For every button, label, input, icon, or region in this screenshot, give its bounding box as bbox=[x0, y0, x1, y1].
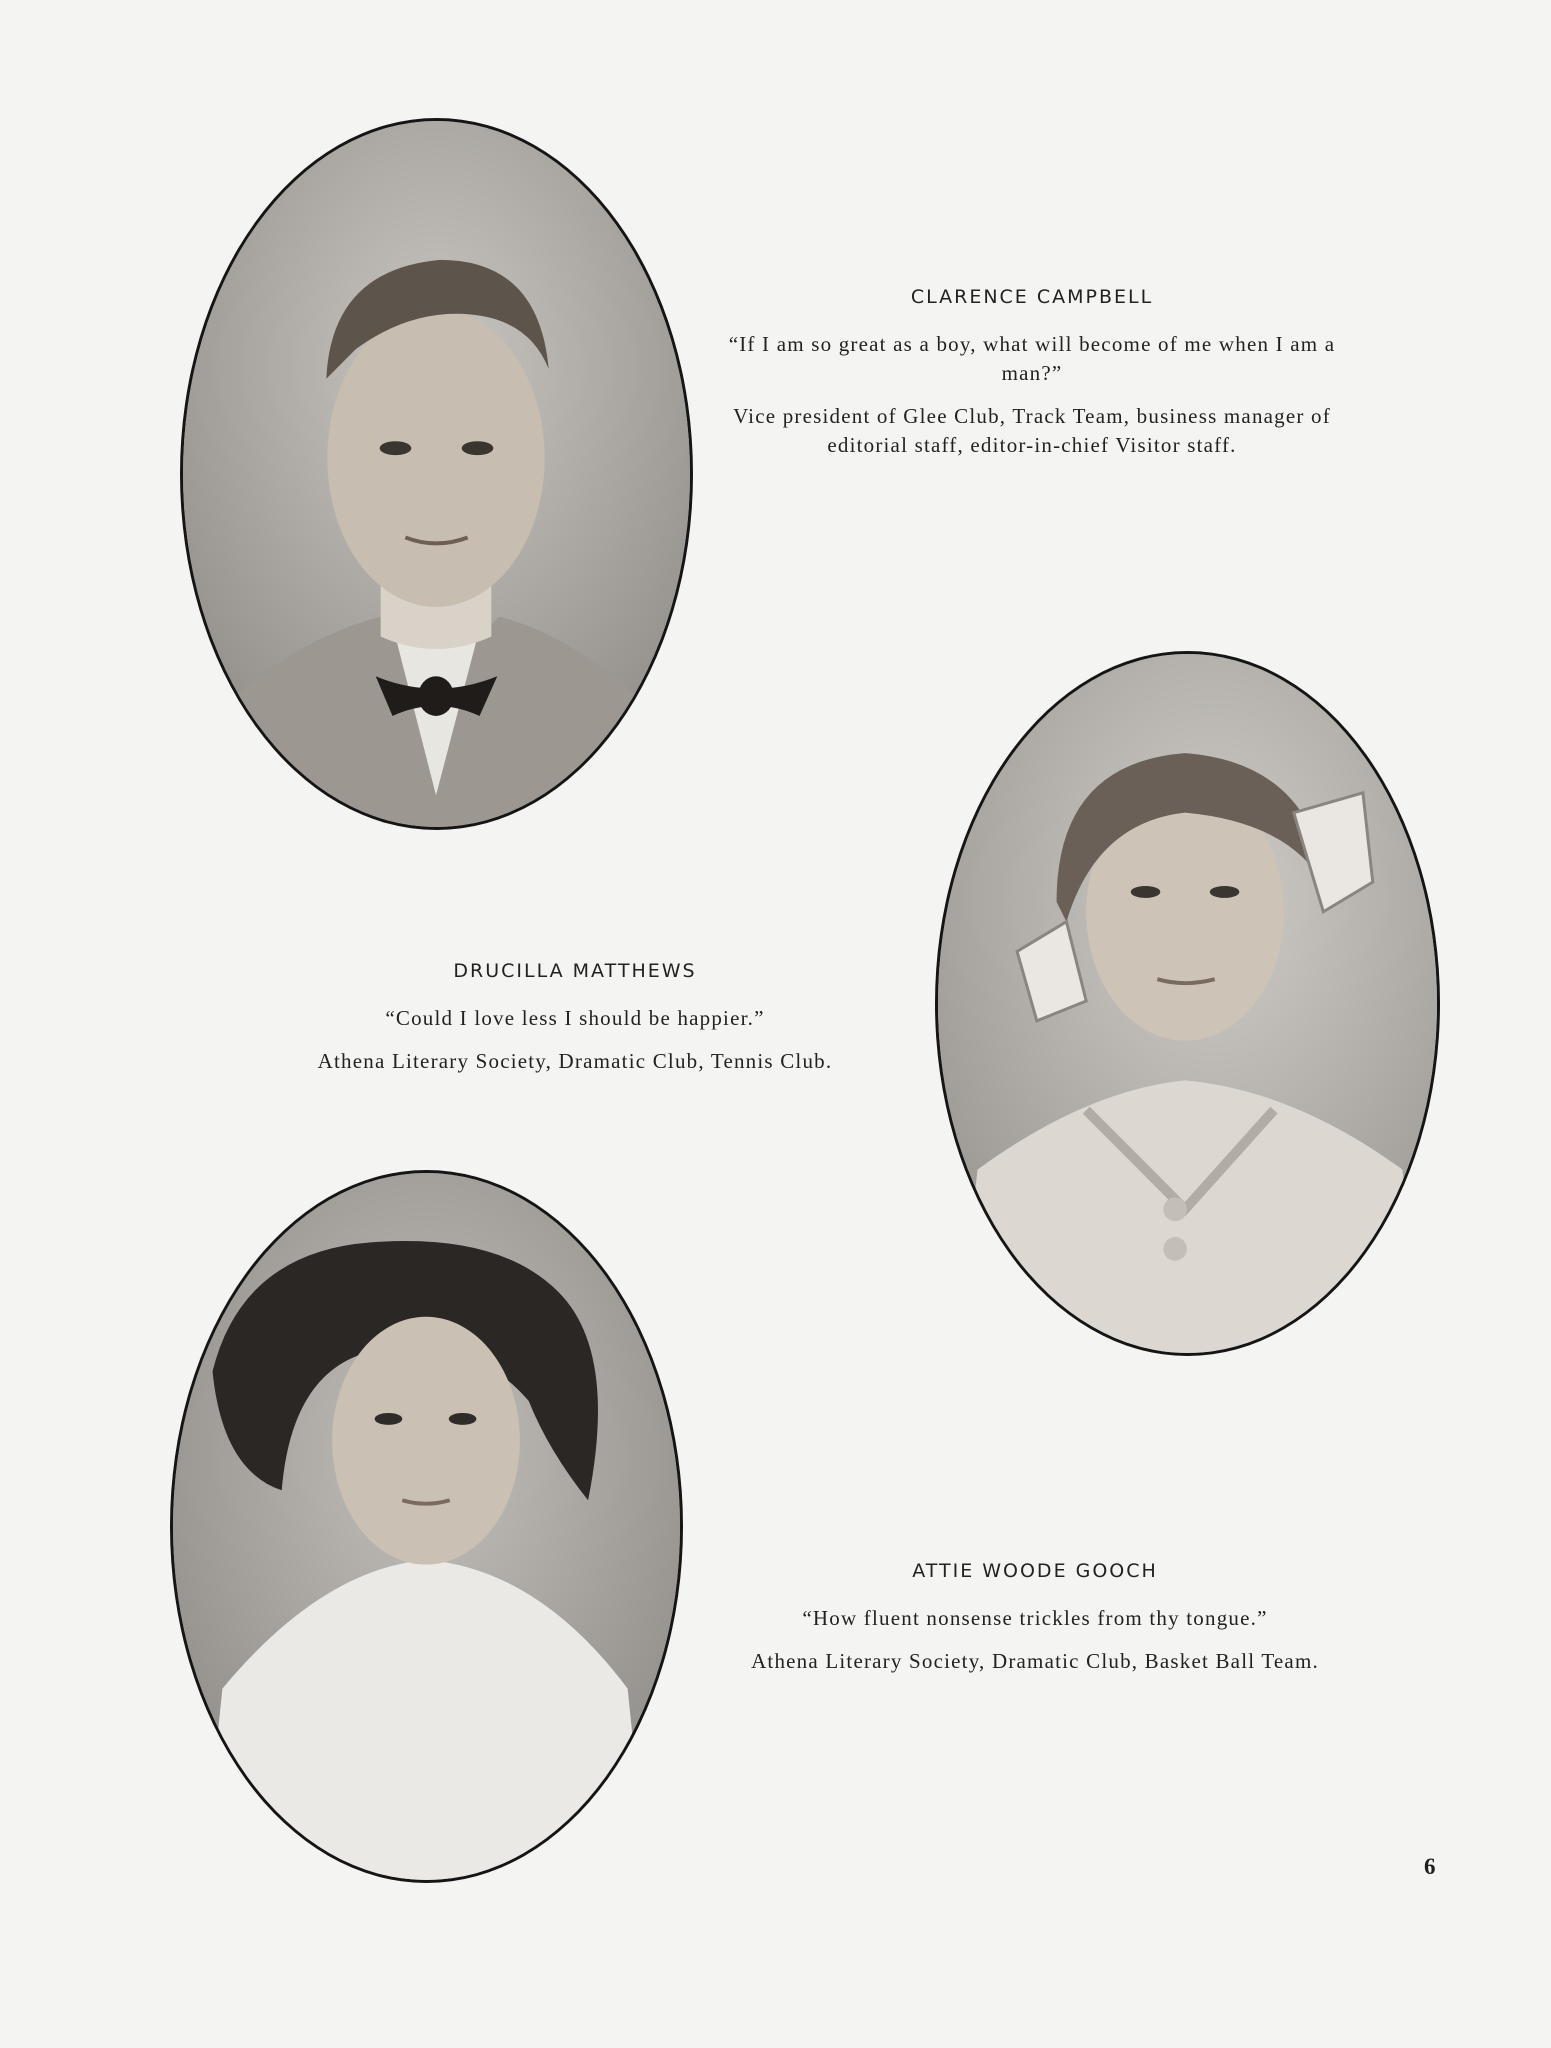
page-number: 6 bbox=[1424, 1854, 1436, 1879]
bio-drucilla-matthews bbox=[250, 960, 900, 1090]
bio-attie-woode-gooch bbox=[705, 1560, 1365, 1690]
student-activities: Athena Literary Society, Dramatic Club, Tennis Club. bbox=[317, 1049, 833, 1073]
student-quote: “If I am so great as a boy, what will become of me when I am a man?” bbox=[728, 332, 1336, 385]
student-quote: “How fluent nonsense trickles from thy tongue.” bbox=[802, 1606, 1268, 1630]
student-name: CLARENCE CAMPBELL bbox=[910, 286, 1154, 308]
portrait-drucilla-matthews bbox=[935, 651, 1440, 1356]
student-activities: Vice president of Glee Club, Track Team, business manager of editorial staff, editor-in-chief Visitor staff. bbox=[733, 404, 1331, 457]
portrait-photo bbox=[938, 654, 1437, 1353]
bio-clarence-campbell bbox=[712, 286, 1352, 474]
student-name: ATTIE WOODE GOOCH bbox=[912, 1560, 1158, 1582]
portrait-clarence-campbell bbox=[180, 118, 693, 830]
student-quote: “Could I love less I should be happier.” bbox=[385, 1006, 765, 1030]
portrait-attie-woode-gooch bbox=[170, 1170, 683, 1883]
portrait-photo bbox=[173, 1173, 680, 1880]
portrait-photo bbox=[183, 121, 690, 827]
student-name: DRUCILLA MATTHEWS bbox=[453, 960, 697, 982]
student-activities: Athena Literary Society, Dramatic Club, Basket Ball Team. bbox=[751, 1649, 1319, 1673]
